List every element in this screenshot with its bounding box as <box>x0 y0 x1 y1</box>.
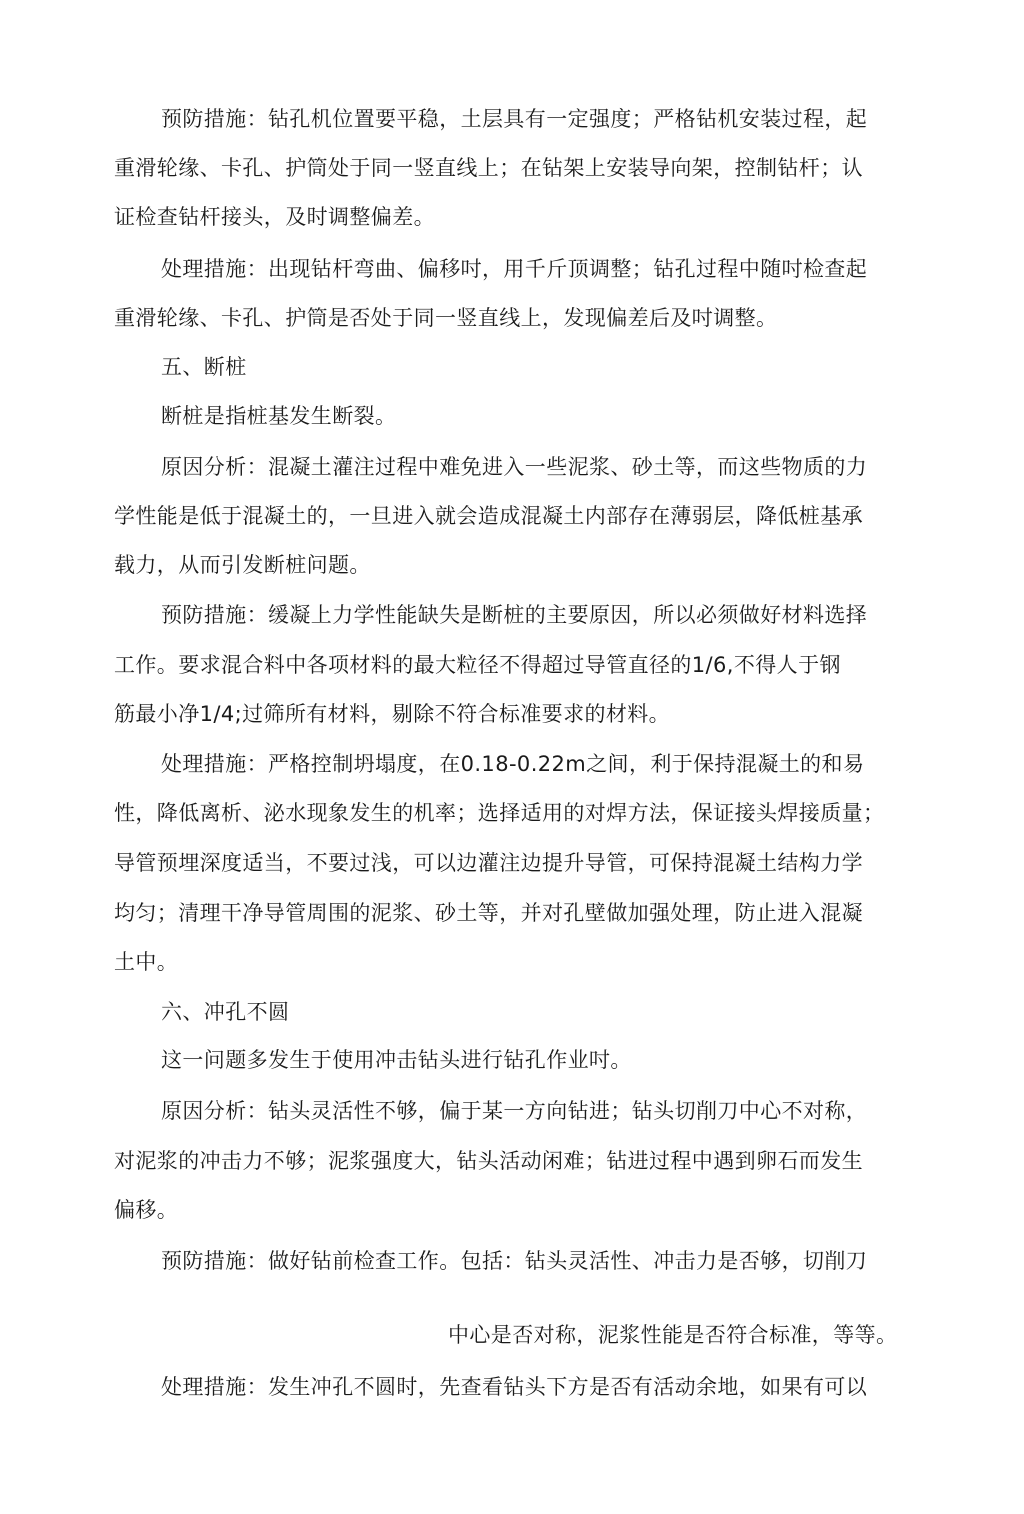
paragraph-line: 这一问题多发生于使用冲击钻头进行钻孔作业吋。 <box>161 1048 632 1072</box>
paragraph-line: 预防措施：钻孔机位置要平稳，土层具有一定强度；严格钻机安装过程，起 <box>161 107 868 131</box>
section-heading: 六、冲孔不圆 <box>161 1000 290 1024</box>
paragraph-line: 中心是否对称，泥浆性能是否符合标准，等等。 <box>448 1323 898 1347</box>
paragraph-line: 载力，从而引发断桩问题。 <box>114 553 371 577</box>
paragraph-line: 性，降低离析、泌水现象发生的机率；选择适用的对焊方法，保证接头焊接质量； <box>114 801 885 825</box>
paragraph-line: 工作。要求混合料中各项材料的最大粒径不得超过导管直径的1/6,不得人于钢 <box>114 653 841 677</box>
paragraph-line: 处理措施：严格控制坍塌度，在0.18-0.22m之间，利于保持混凝土的和易 <box>161 752 865 776</box>
paragraph-line: 重滑轮缘、卡孔、护筒处于同一竖直线上；在钻架上安装导向架，控制钻杆；认 <box>114 156 863 180</box>
paragraph-line: 处理措施：发生冲孔不圆时，先查看钻头下方是否有活动余地，如果有可以 <box>161 1375 868 1399</box>
paragraph-line: 均匀；清理干净导管周围的泥浆、砂土等，并对孔壁做加强处理，防止进入混凝 <box>114 901 863 925</box>
paragraph-line: 土中。 <box>114 950 179 974</box>
paragraph-line: 重滑轮缘、卡孔、护筒是否处于同一竖直线上，发现偏差后及吋调整。 <box>114 306 778 330</box>
paragraph-line: 断桩是指桩基发生断裂。 <box>161 404 397 428</box>
paragraph-line: 学性能是低于混凝土的，一旦进入就会造成混凝土内部存在薄弱层，降低桩基承 <box>114 504 863 528</box>
section-heading: 五、断桩 <box>161 355 247 379</box>
paragraph-line: 原因分析：混凝土灌注过程中难免进入一些泥浆、砂土等，而这些物质的力 <box>161 455 868 479</box>
paragraph-line: 预防措施：缓凝上力学性能缺失是断桩的主要原因，所以必须做好材料选择 <box>161 603 868 627</box>
paragraph-line: 偏移。 <box>114 1198 179 1222</box>
paragraph-line: 证检查钻杆接头，及时调整偏差。 <box>114 205 435 229</box>
paragraph-line: 筋最小净1/4;过筛所有材料，剔除不符合标准要求的材料。 <box>114 702 671 726</box>
paragraph-line: 预防措施：做好钻前检查工作。包括：钻头灵活性、冲击力是否够，切削刀 <box>161 1249 868 1273</box>
paragraph-line: 原因分析：钻头灵活性不够，偏于某一方向钻进；钻头切削刀中心不对称， <box>161 1099 868 1123</box>
paragraph-line: 处理措施：出现钻杆弯曲、偏移吋，用千斤顶调整；钻孔过程中随吋检查起 <box>161 257 868 281</box>
paragraph-line: 导管预埋深度适当，不要过浅，可以边灌注边提升导管，可保持混凝土结构力学 <box>114 851 863 875</box>
paragraph-line: 对泥浆的冲击力不够；泥浆强度大，钻头活动闲难；钻进过程中遇到卵石而发生 <box>114 1149 863 1173</box>
